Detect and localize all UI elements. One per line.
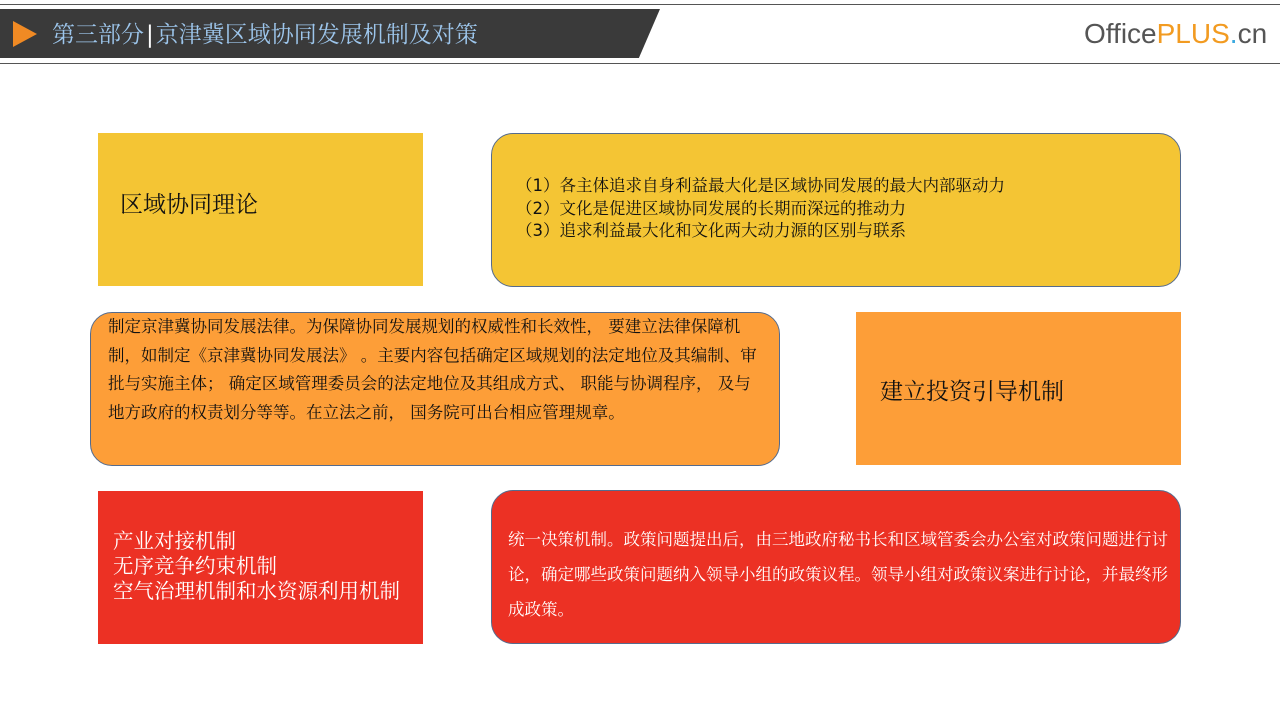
industry-item: 无序竞争约束机制	[113, 554, 277, 578]
section-topic: 京津冀区域协同发展机制及对策	[155, 22, 478, 48]
officeplus-logo	[1084, 14, 1267, 54]
logo-plus: PLUS	[1156, 18, 1230, 49]
law-text: 制定京津冀协同发展法律。为保障协同发展规划的权威性和长效性， 要建立法律保障机制，如制定《京津冀协同发展法》 。主要内容包括确定区域规划的法定地位及其编制、审批与实施主体； 确定区域管理委员会的法定地位及其组成方式、 职能与协调程序， 及与地方政府的权责划分等等。在立法之前， 国务院可出台相应管理规章。	[108, 317, 757, 422]
theory-points-list	[516, 175, 1005, 243]
play-triangle-icon	[13, 21, 37, 47]
theory-point: （1）各主体追求自身利益最大化是区域协同发展的最大内部驱动力	[516, 176, 1005, 195]
industry-item: 产业对接机制	[113, 529, 236, 553]
theory-point: （2）文化是促进区域协同发展的长期而深远的推动力	[516, 198, 906, 218]
investment-title: 建立投资引导机制	[880, 379, 1064, 405]
logo-cn: cn	[1237, 18, 1268, 49]
decision-text: 统一决策机制。政策问题提出后，由三地政府秘书长和区域管委会办公室对政策问题进行讨论，确定哪些政策问题纳入领导小组的政策议程。领导小组对政策议案进行讨论，并最终形成政策。	[508, 530, 1168, 619]
logo-dot: .	[1229, 18, 1238, 49]
theory-title: 区域协同理论	[120, 192, 258, 218]
header-bottom-rule	[0, 63, 1280, 64]
industry-list	[113, 529, 400, 604]
title-separator: |	[146, 22, 154, 48]
section-label: 第三部分	[52, 22, 144, 48]
logo-office: Office	[1084, 18, 1157, 49]
industry-item: 空气治理机制和水资源利用机制	[113, 579, 400, 603]
section-title	[52, 17, 478, 53]
theory-point: （3）追求利益最大化和文化两大动力源的区别与联系	[516, 221, 906, 240]
header-top-rule	[0, 4, 1280, 5]
